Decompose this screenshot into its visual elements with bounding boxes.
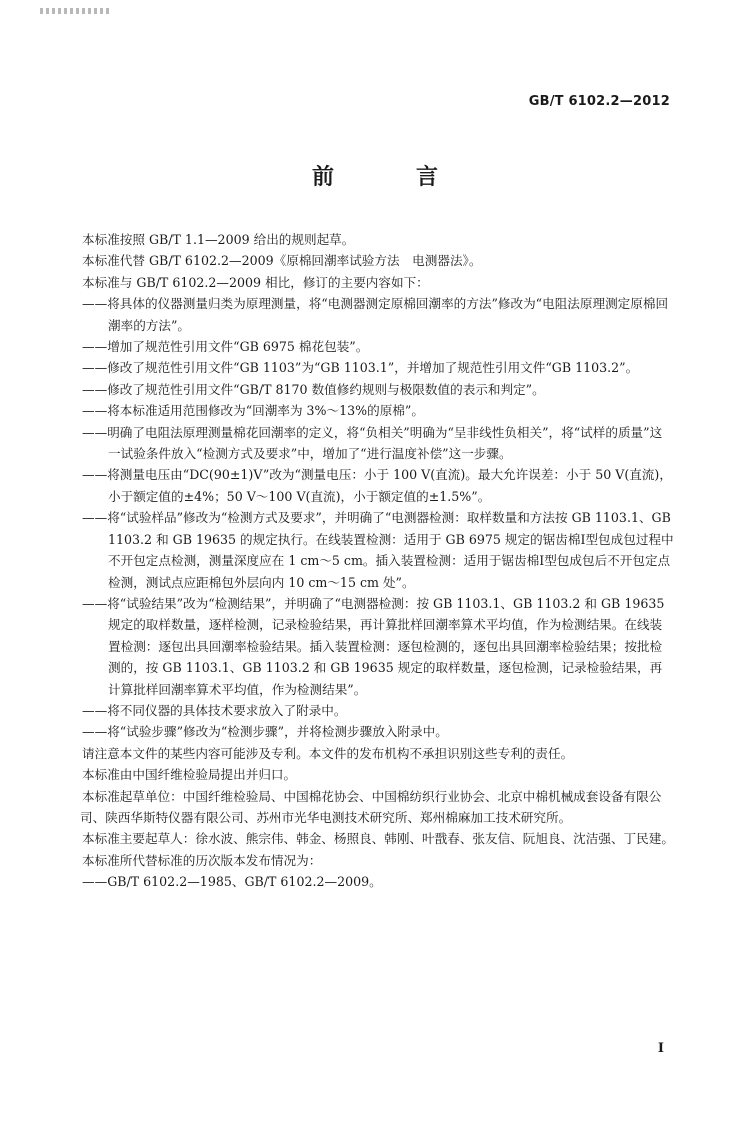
paragraph-changes-intro: 本标准与 GB/T 6102.2—2009 相比，修订的主要内容如下： <box>82 274 429 290</box>
previous-edition-item: ——GB/T 6102.2—1985、GB/T 6102.2—2009。 <box>82 874 382 890</box>
change-item: ——修改了规范性引用文件“GB/T 8170 数值修约规则与极限数值的表示和判定”。 <box>82 381 545 397</box>
paragraph-drafting-units: 本标准起草单位：中国纤维检验局、中国棉花协会、中国棉纺织行业协会、北京中棉机械成套设备有限公司、陕西华斯特仪器有限公司、苏州市光华电测技术研究所、郑州棉麻加工技术研究所。 <box>80 788 662 825</box>
change-item: ——将本标准适用范围修改为“回潮率为 3%～13%的原棉”。 <box>82 403 424 419</box>
paragraph-drafters: 本标准主要起草人：徐水波、熊宗伟、韩金、杨照良、韩刚、叶戬春、张友信、阮旭良、沈洁强、丁民建。 <box>82 831 674 847</box>
paragraph-replaces: 本标准代替 GB/T 6102.2—2009《原棉回潮率试验方法 电测器法》。 <box>82 253 482 269</box>
change-item: ——将“试验样品”修改为“检测方式及要求”，并明确了“电测器检测：取样数量和方法按 GB 1103.1、GB 1103.2 和 GB 19635 的规定执行。在线装置检测：适用于 GB 6975 规定的锯齿棉Ⅰ型包成包过程中不开包定点检测，测量深度应在 1 cm～5 cm。插入装置检测：适用于锯齿棉Ⅰ型包成包后不开包定点检测，测试点应距棉包外层向内 10 cm～15 cm 处”。 <box>82 510 674 590</box>
page-number: I <box>657 1041 664 1056</box>
change-item: ——将“试验步骤”修改为“检测步骤”，并将检测步骤放入附录中。 <box>82 724 448 740</box>
change-item: ——将测量电压由“DC(90±1)V”改为“测量电压：小于 100 V(直流)。最大允许误差：小于 50 V(直流)，小于额定值的±4%；50 V～100 V(直流)，小于额定值的±1.5%”。 <box>82 467 672 504</box>
paragraph-previous-editions: 本标准所代替标准的历次版本发布情况为： <box>82 852 322 868</box>
paragraph-drafting-rules: 本标准按照 GB/T 1.1—2009 给出的规则起草。 <box>82 232 355 247</box>
paragraph-proposed-by: 本标准由中国纤维检验局提出并归口。 <box>82 767 297 783</box>
foreword-body <box>82 229 674 893</box>
change-item: ——增加了规范性引用文件“GB 6975 棉花包装”。 <box>82 339 369 355</box>
change-item: ——明确了电阻法原理测量棉花回潮率的定义，将“负相关”明确为“呈非线性负相关”，将“试样的质量”这一试验条件放入“检测方式及要求”中，增加了“进行温度补偿”这一步骤。 <box>82 424 663 462</box>
paragraph-patent-notice: 请注意本文件的某些内容可能涉及专利。本文件的发布机构不承担识别这些专利的责任。 <box>82 745 574 761</box>
change-item: ——将具体的仪器测量归类为原理测量，将“电测器测定原棉回潮率的方法”修改为“电阻法原理测定原棉回潮率的方法”。 <box>82 296 669 333</box>
change-item: ——将“试验结果”改为“检测结果”，并明确了“电测器检测：按 GB 1103.1、GB 1103.2 和 GB 19635 规定的取样数量，逐样检测，记录检验结果，再计算批样回潮率算术平均值，作为检测结果。在线装置检测：逐包出具回潮率检验结果。插入装置检测：逐包检测的，逐包出具回潮率检验结果；按批检测的，按 GB 1103.1、GB 1103.2 和 GB 19635 规定的取样数量，逐包检测，记录检验结果，再计算批样回潮率算术平均值，作为检测结果”。 <box>82 595 665 697</box>
scan-artifact <box>40 8 112 14</box>
change-item: ——将不同仪器的具体技术要求放入了附录中。 <box>82 702 347 718</box>
change-item: ——修改了规范性引用文件“GB 1103”为“GB 1103.1”，并增加了规范性引用文件“GB 1103.2”。 <box>82 360 639 376</box>
page-title: 前 言 <box>311 164 468 190</box>
standard-code: GB/T 6102.2—2012 <box>528 94 670 109</box>
